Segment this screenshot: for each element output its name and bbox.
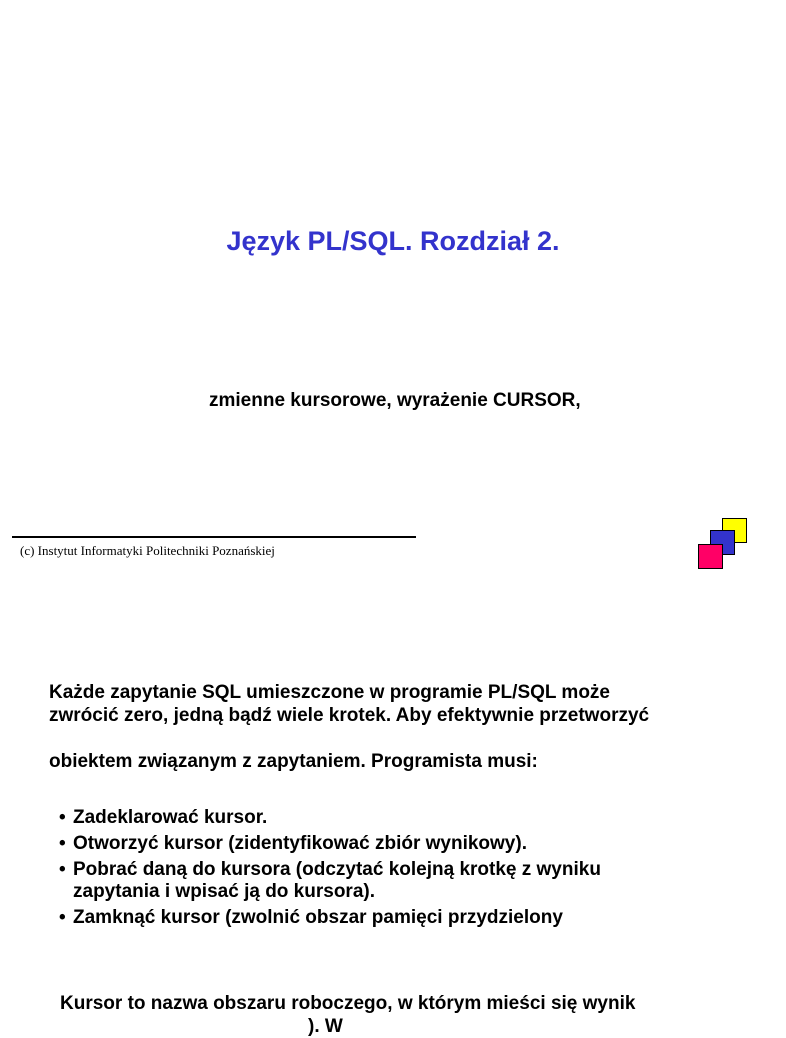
- list-item: [59, 807, 601, 829]
- slide-subtitle: zmienne kursorowe, wyrażenie CURSOR,: [209, 390, 581, 411]
- notes-paragraph-line: obiektem związanym z zapytaniem. Programista musi:: [49, 751, 538, 772]
- list-item: [59, 833, 601, 855]
- bullet-marker: •: [59, 807, 66, 828]
- list-item: [59, 907, 601, 929]
- slide-title: Język PL/SQL. Rozdział 2.: [226, 226, 560, 256]
- bullet-marker: •: [59, 859, 66, 880]
- cut-text: ). W: [308, 1016, 343, 1037]
- copyright-notice: (c) Instytut Informatyki Politechniki Poznańskiej: [20, 543, 275, 558]
- list-item-continuation: zapytania i wpisać ją do kursora).: [73, 881, 375, 902]
- list-item-text: Zamknąć kursor (zwolnić obszar pamięci przydzielony: [73, 907, 563, 928]
- bullet-marker: •: [59, 833, 66, 854]
- list-item-text: Zadeklarować kursor.: [73, 807, 268, 828]
- list-item: [59, 859, 601, 903]
- notes-paragraph-line: Kursor to nazwa obszaru roboczego, w którym mieści się wynik: [60, 993, 636, 1014]
- institute-logo: [696, 516, 752, 572]
- logo-red-square: [698, 544, 723, 569]
- list-item-text: Otworzyć kursor (zidentyfikować zbiór wynikowy).: [73, 833, 527, 854]
- steps-list: [59, 807, 601, 933]
- notes-paragraph-line: zwrócić zero, jedną bądź wiele krotek. Aby efektywnie przetworzyć: [49, 705, 650, 726]
- bullet-marker: •: [59, 907, 66, 928]
- list-item-text: Pobrać daną do kursora (odczytać kolejną krotkę z wyniku: [73, 859, 601, 880]
- notes-paragraph-line: Każde zapytanie SQL umieszczone w programie PL/SQL może: [49, 682, 611, 703]
- footer-divider: [12, 536, 416, 538]
- notes-paragraph-line-cut: [60, 1016, 343, 1038]
